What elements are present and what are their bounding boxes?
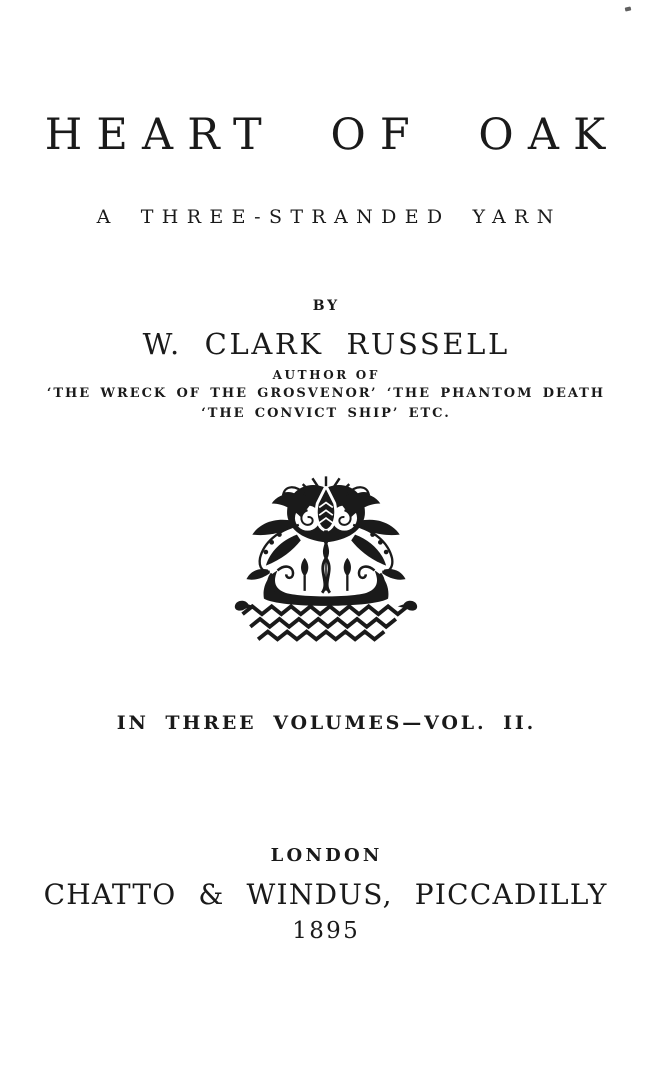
volume-statement: IN THREE VOLUMES—VOL. II. (116, 712, 537, 734)
imprint-year: 1895 (292, 918, 361, 944)
author-credits-line-2: ‘THE CONVICT SHIP’ ETC. (201, 406, 451, 421)
scan-artifact (625, 6, 632, 11)
imprint-city: LONDON (270, 845, 383, 866)
imprint-publisher: CHATTO & WINDUS, PICCADILLY (43, 878, 608, 911)
author-of-label: AUTHOR OF (272, 368, 380, 382)
byline-label: BY (312, 298, 340, 314)
book-subtitle: A THREE-STRANDED YARN (96, 206, 562, 228)
book-title: HEART OF OAK (44, 110, 620, 160)
author-credits-line-1: ‘THE WRECK OF THE GROSVENOR’ ‘THE PHANTOM DEATH (46, 386, 606, 401)
printers-device-icon (229, 474, 423, 664)
author-name: W. CLARK RUSSELL (142, 327, 510, 361)
